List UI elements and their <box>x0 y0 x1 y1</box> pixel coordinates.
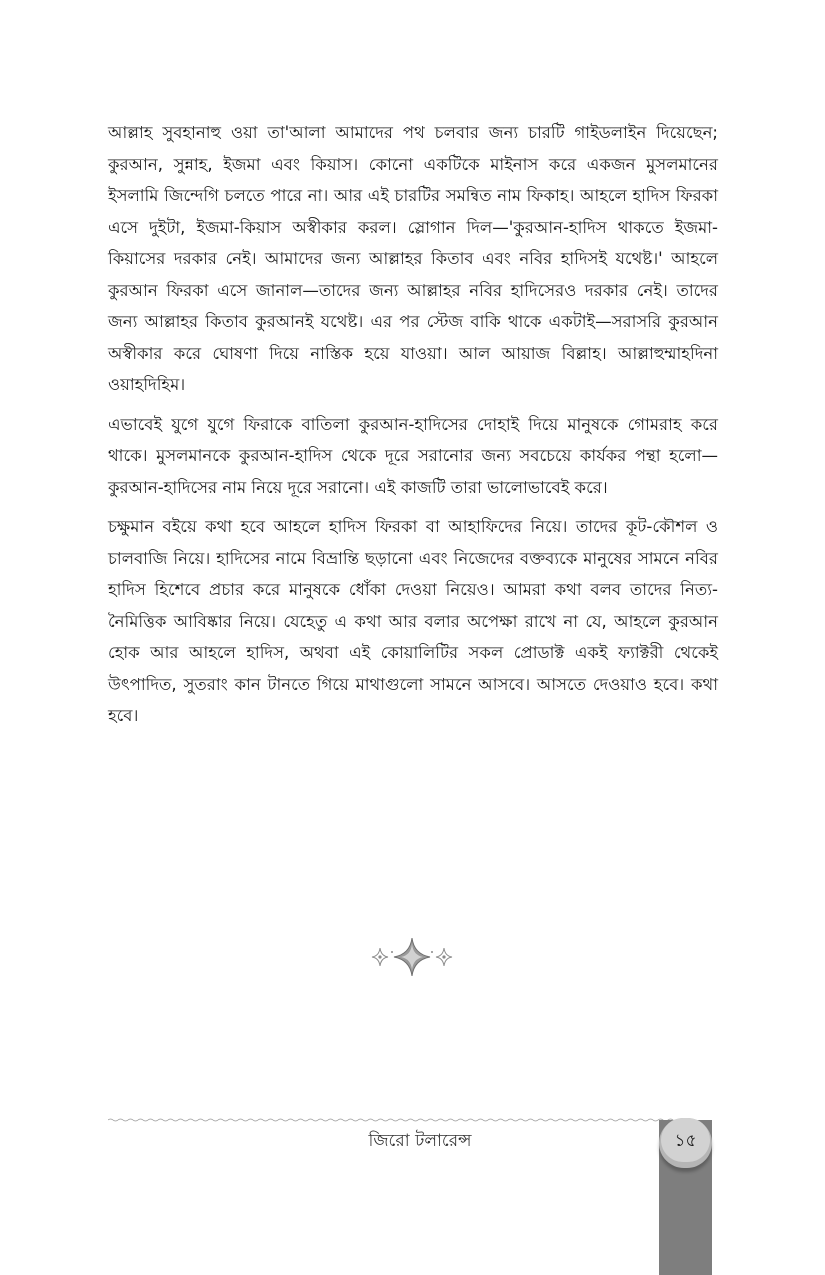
sparkle-divider-icon <box>366 936 458 978</box>
small-sparkle-right-icon <box>436 948 452 966</box>
paragraph-2: এভাবেই যুগে যুগে ফিরাকে বাতিলা কুরআন-হাদিসের দোহাই দিয়ে মানুষকে গোমরাহ করে থাকে। মুসলমানকে কুরআন-হাদিস থেকে দূরে সরানোর জন্য সবচেয়ে কার্যকর পন্থা হলো—কুরআন-হাদিসের নাম নিয়ে দূরে সরানো। এই কাজটি তারা ভালোভাবেই করে। <box>108 414 718 497</box>
small-sparkle-left-icon <box>372 948 388 966</box>
running-title: জিরো টলারেন্স <box>368 1131 472 1151</box>
footer-divider <box>108 1118 683 1122</box>
paragraph-1: আল্লাহ সুবহানাহু ওয়া তা'আলা আমাদের পথ চলবার জন্য চারটি গাইডলাইন দিয়েছেন; কুরআন, সুন্নাহ, ইজমা এবং কিয়াস। কোনো একটিকে মাইনাস করে একজন মুসলমানের ইসলামি জিন্দেগি চলতে পারে না। আর এই চারটির সমন্বিত নাম ফিকাহ। আহলে হাদিস ফিরকা এসে দুইটা, ইজমা-কিয়াস অস্বীকার করল। স্লোগান দিল—'কুরআন-হাদিস থাকতে ইজমা-কিয়াসের দরকার নেই। আমাদের জন্য আল্লাহর কিতাব এবং নবির হাদিসই যথেষ্ট।' আহলে কুরআন ফিরকা এসে জানাল—তাদের জন্য আল্লাহর নবির হাদিসেরও দরকার নেই। তাদের জন্য আল্লাহর কিতাব কুরআনই যথেষ্ট। এর পর স্টেজ বাকি থাকে একটাই—সরাসরি কুরআন অস্বীকার করে ঘোষণা দিয়ে নাস্তিক হয়ে যাওয়া। আল আয়াজ বিল্লাহ। আল্লাহুম্মাহদিনা ওয়াহদিহিম। <box>108 123 718 394</box>
large-sparkle-center-icon <box>394 938 430 976</box>
paragraph-3: চক্ষুমান বইয়ে কথা হবে আহলে হাদিস ফিরকা বা আহাফিদের নিয়ে। তাদের কূট-কৌশল ও চালবাজি নিয়ে। হাদিসের নামে বিভ্রান্তি ছড়ানো এবং নিজেদের বক্তব্যকে মানুষের সামনে নবির হাদিস হিশেবে প্রচার করে মানুষকে ধোঁকা দেওয়া নিয়েও। আমরা কথা বলব তাদের নিত্য-নৈমিত্তিক আবিষ্কার নিয়ে। যেহেতু এ কথা আর বলার অপেক্ষা রাখে না যে, আহলে কুরআন হোক আর আহলে হাদিস, অথবা এই কোয়ালিটির সকল প্রোডাক্ট একই ফ্যাক্টরী থেকেই উৎপাদিত, সুতরাং কান টানতে গিয়ে মাথাগুলো সামনে আসবে। আসতে দেওয়াও হবে। কথা হবে। <box>108 517 718 725</box>
page-number: ১৫ <box>674 1131 697 1151</box>
body-text <box>108 117 718 740</box>
